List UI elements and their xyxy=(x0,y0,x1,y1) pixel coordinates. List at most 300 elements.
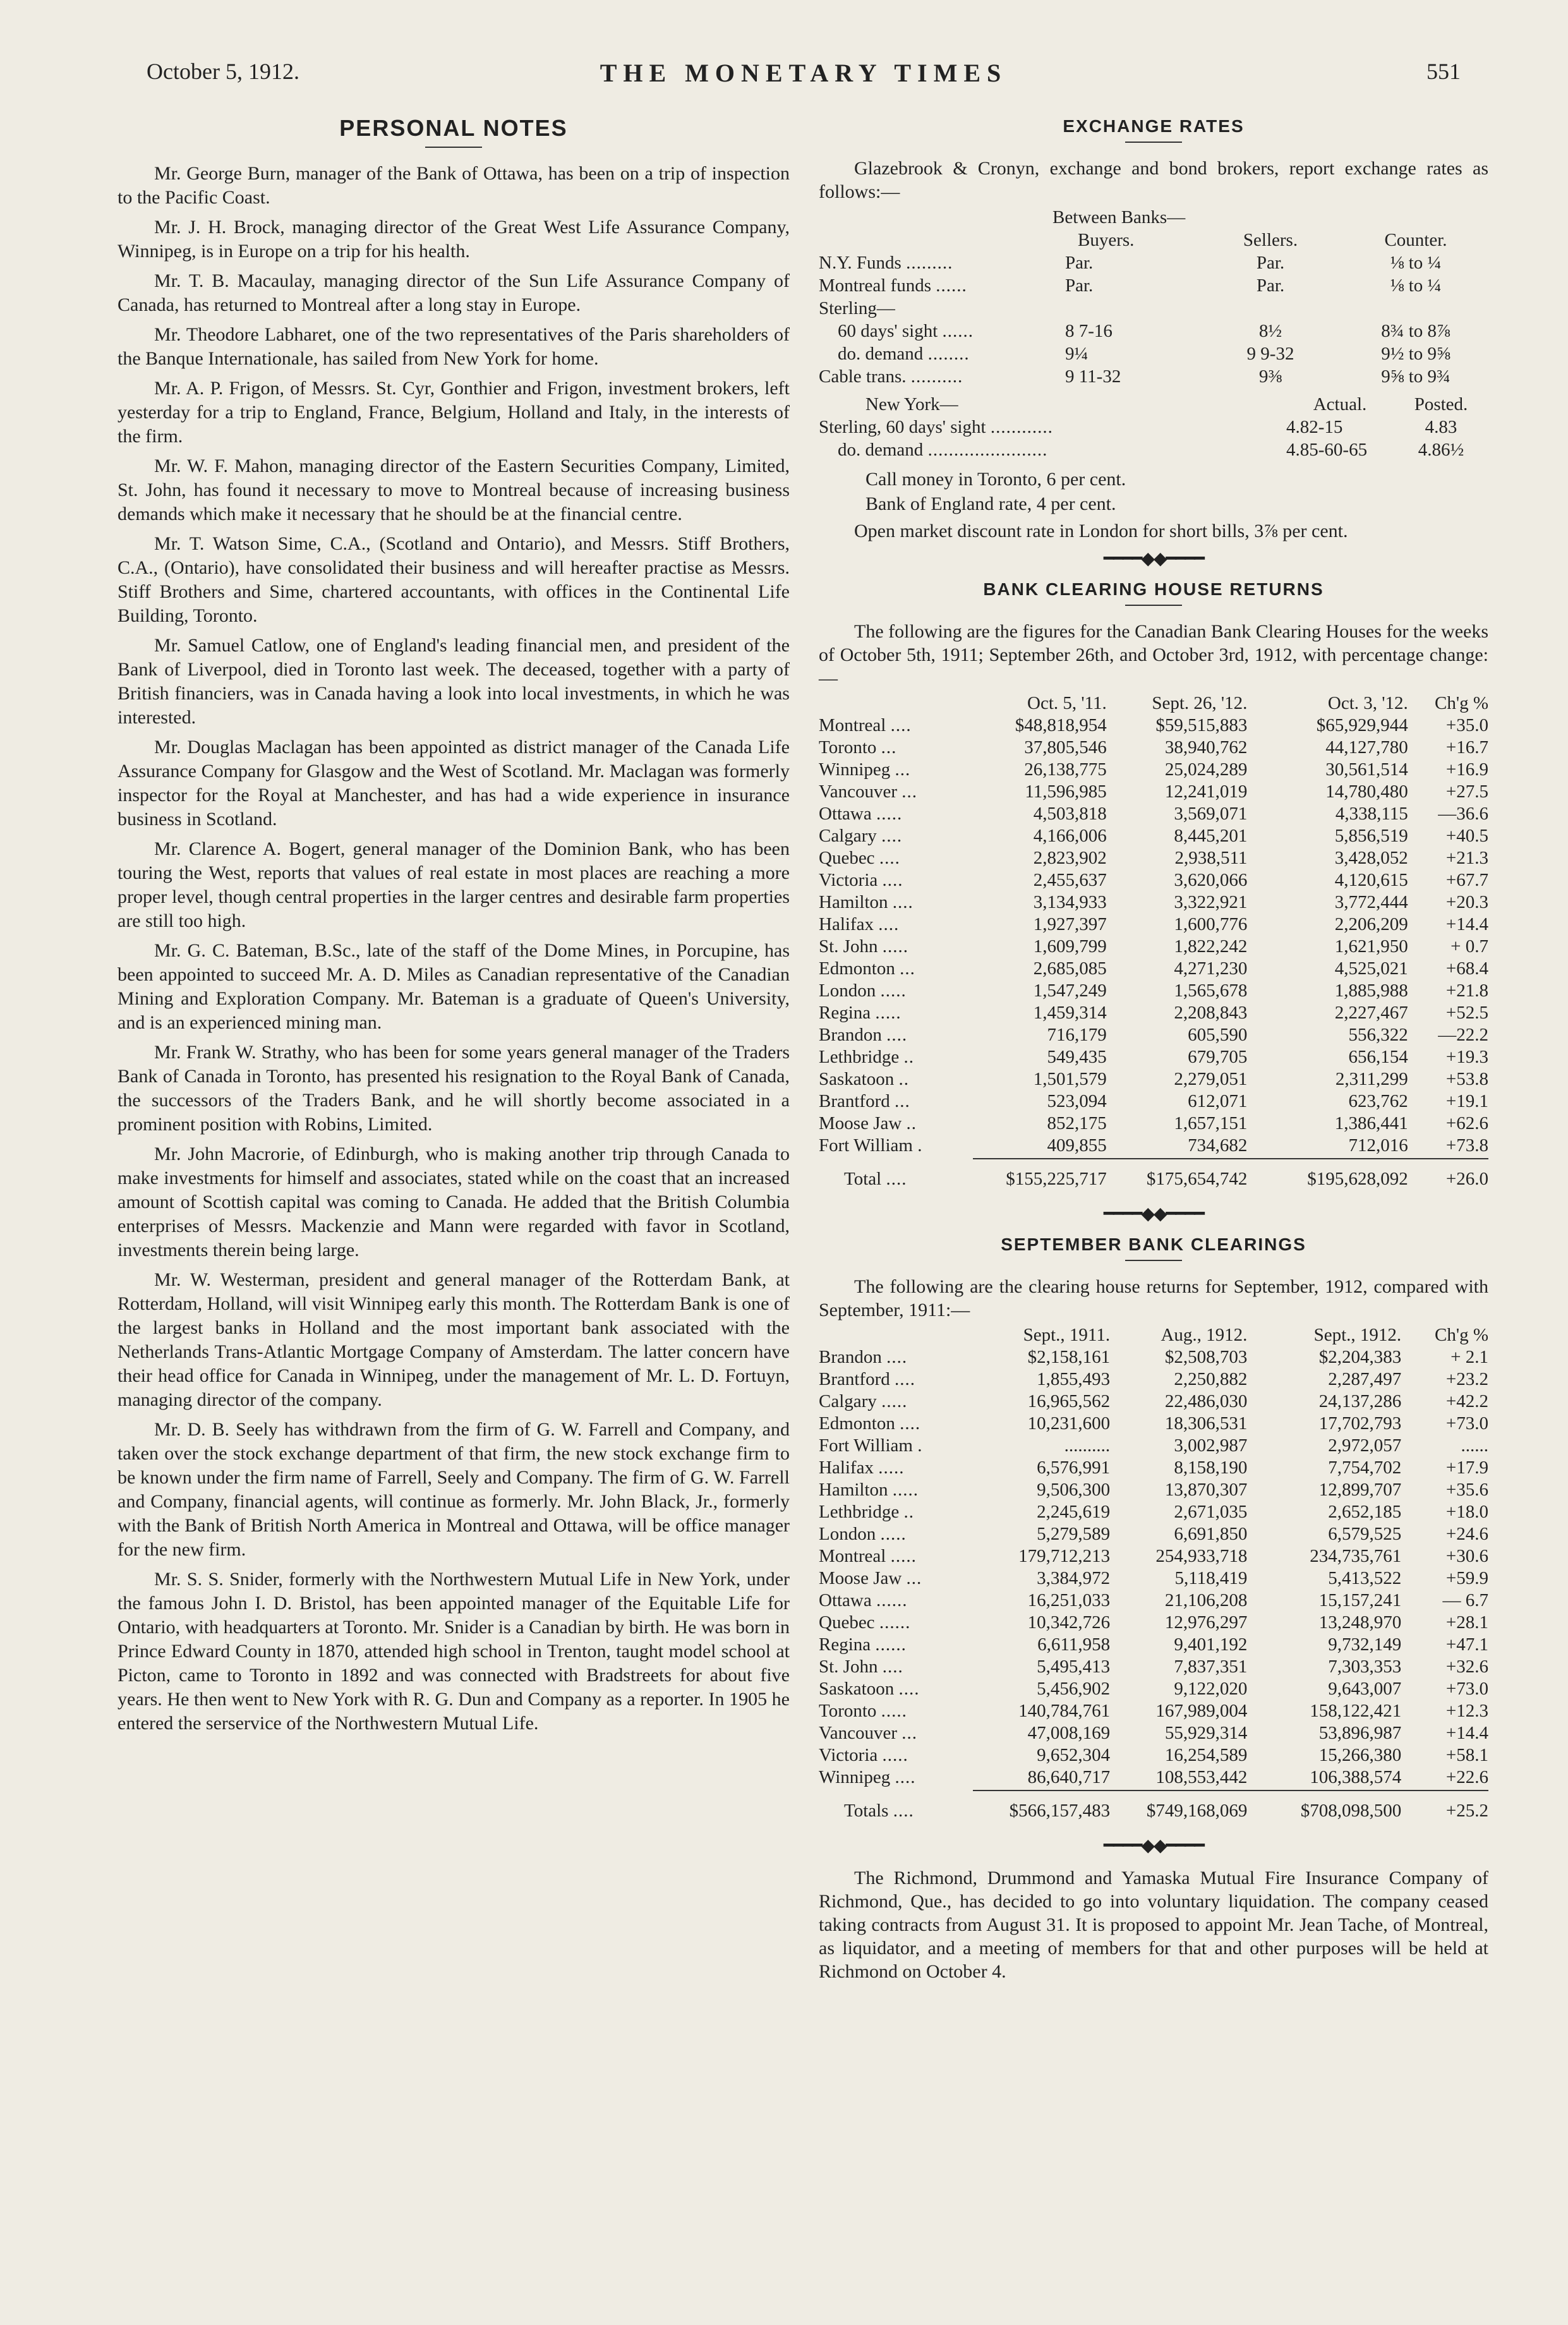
city-cell: Brantford .... xyxy=(819,1369,915,1389)
value-cell: 7,754,702 xyxy=(1328,1458,1402,1478)
open-market-note: Open market discount rate in London for short bills, 3⅞ per cent. xyxy=(854,521,1348,541)
note-paragraph: Mr. T. B. Macaulay, managing director of the Sun Life Assurance Company of Canada, has returned to Montreal after a long stay in Europe. xyxy=(118,270,790,315)
value-cell: 1,547,249 xyxy=(1033,981,1107,1001)
change-cell: +59.9 xyxy=(1445,1568,1488,1588)
city-cell: Hamilton .... xyxy=(819,892,914,912)
value-cell: 7,837,351 xyxy=(1174,1657,1248,1677)
change-cell: +42.2 xyxy=(1445,1391,1488,1411)
note-paragraph: Mr. S. S. Snider, formerly with the Northwestern Mutual Life in New York, under the famous John I. D. Bristol, has been appointed manager of the Equitable Life for Ontario, with headquarters at Toronto. Mr. Snider is a Canadian by birth. He was born in Prince Edward County in 1870, attended high school in Trenton, taught model school at Picton, came to Toronto in 1892 and was connected with Bradstreets for about five years. He then went to New York with R. G. Dun and Company as a reporter. In 1905 he entered the serservice of the Northwestern Mutual Life. xyxy=(118,1569,790,1734)
city-cell: Regina ..... xyxy=(819,1003,902,1023)
change-cell: +18.0 xyxy=(1445,1502,1488,1522)
ornament-divider: ━━━━◆◆━━━━ xyxy=(1104,1836,1203,1856)
change-cell: +16.9 xyxy=(1445,759,1488,780)
city-cell: Ottawa ...... xyxy=(819,1590,908,1610)
note-paragraph: Mr. George Burn, manager of the Bank of Ottawa, has been on a trip of inspection to the Pacific Coast. xyxy=(118,163,790,208)
value-cell: 4,166,006 xyxy=(1033,826,1107,846)
city-cell: Brandon .... xyxy=(819,1025,908,1045)
value-cell: 2,685,085 xyxy=(1033,958,1107,979)
value-cell: 5,495,413 xyxy=(1037,1657,1111,1677)
change-cell: +67.7 xyxy=(1445,870,1488,890)
value-cell: 4,120,615 xyxy=(1334,870,1408,890)
value-cell: 179,712,213 xyxy=(1018,1546,1111,1566)
value-cell: 2,972,057 xyxy=(1328,1435,1402,1456)
table-row xyxy=(819,1678,1488,1700)
note-paragraph: Mr. Theodore Labharet, one of the two representatives of the Paris shareholders of the Banque Internationale, has sailed from New York for home. xyxy=(118,324,790,369)
col-counter: Counter. xyxy=(1384,230,1447,250)
table-row xyxy=(819,715,1488,737)
september-header-row: Sept., 1911. Aug., 1912. Sept., 1912. Ch'g % xyxy=(1023,1325,1488,1345)
change-cell: +47.1 xyxy=(1445,1634,1488,1655)
value-cell: 37,805,546 xyxy=(1024,737,1107,758)
value-cell: 12,976,297 xyxy=(1164,1612,1248,1633)
value-cell: 14,780,480 xyxy=(1325,782,1408,802)
value-cell: 9,401,192 xyxy=(1174,1634,1248,1655)
city-cell: Halifax ..... xyxy=(819,1458,905,1478)
value-cell: 3,620,066 xyxy=(1174,870,1248,890)
value-cell: 716,179 xyxy=(1047,1025,1107,1045)
table-row xyxy=(819,1024,1488,1046)
value-cell: 15,266,380 xyxy=(1318,1745,1402,1765)
change-cell: +19.1 xyxy=(1445,1091,1488,1111)
city-cell: Moose Jaw ... xyxy=(819,1568,922,1588)
change-cell: +35.6 xyxy=(1445,1480,1488,1500)
value-cell: 254,933,718 xyxy=(1155,1546,1248,1566)
value-cell: 6,691,850 xyxy=(1174,1524,1248,1544)
ornament-divider: ━━━━◆◆━━━━ xyxy=(1104,1204,1203,1224)
value-cell: 1,822,242 xyxy=(1174,936,1248,957)
value-cell: 15,157,241 xyxy=(1318,1590,1402,1610)
change-cell: +68.4 xyxy=(1445,958,1488,979)
value-cell: 1,386,441 xyxy=(1334,1113,1408,1133)
value-cell: 712,016 xyxy=(1348,1135,1408,1156)
city-cell: St. John .... xyxy=(819,1657,903,1677)
value-cell: 13,248,970 xyxy=(1318,1612,1402,1633)
change-cell: +21.3 xyxy=(1445,848,1488,868)
september-table xyxy=(819,1324,1488,1346)
exchange-table xyxy=(819,206,1488,388)
sterling-label: Sterling— xyxy=(819,298,895,318)
table-row xyxy=(819,759,1488,781)
city-cell: Toronto ... xyxy=(819,737,897,758)
change-cell: +21.8 xyxy=(1445,981,1488,1001)
value-cell: 12,899,707 xyxy=(1318,1480,1402,1500)
page-number: 551 xyxy=(1426,59,1461,84)
change-cell: —36.6 xyxy=(1438,804,1488,824)
value-cell: $48,818,954 xyxy=(1015,715,1107,735)
change-cell: +14.4 xyxy=(1445,914,1488,934)
table-row xyxy=(819,1656,1488,1678)
value-cell: 12,241,019 xyxy=(1164,782,1248,802)
value-cell: 38,940,762 xyxy=(1164,737,1248,758)
city-cell: Lethbridge .. xyxy=(819,1502,914,1522)
table-row: do. demand ........ 9¼ 9 9-32 9½ to 9⅝ xyxy=(838,344,1450,364)
table-row xyxy=(819,980,1488,1002)
title-rule xyxy=(425,147,482,148)
col-sellers: Sellers. xyxy=(1243,230,1298,250)
exchange-rates-title: EXCHANGE RATES xyxy=(1063,116,1245,136)
value-cell: 5,413,522 xyxy=(1328,1568,1402,1588)
new-york-label: New York— xyxy=(865,394,958,414)
exchange-intro: Glazebrook & Cronyn, exchange and bond brokers, report exchange rates as follows:— xyxy=(819,158,1488,202)
table-row xyxy=(819,1090,1488,1113)
col-posted: Posted. xyxy=(1414,394,1468,414)
value-cell: 612,071 xyxy=(1188,1091,1248,1111)
change-cell: +22.6 xyxy=(1445,1767,1488,1787)
value-cell: 523,094 xyxy=(1047,1091,1107,1111)
value-cell: 3,428,052 xyxy=(1334,848,1408,868)
note-paragraph: Mr. Samuel Catlow, one of England's leading financial men, and president of the Bank of Liverpool, died in Toronto last week. The deceased, together with a party of British financiers, was in Canada having a look into local investments, in which he was interested. xyxy=(118,635,790,728)
city-cell: Edmonton .... xyxy=(819,1413,921,1434)
table-row xyxy=(819,1435,1488,1457)
city-cell: Victoria .... xyxy=(819,870,903,890)
city-cell: Vancouver ... xyxy=(819,782,918,802)
table-row xyxy=(819,781,1488,803)
table-row xyxy=(819,1046,1488,1068)
change-cell: + 2.1 xyxy=(1450,1347,1488,1367)
city-cell: Ottawa ..... xyxy=(819,804,903,824)
value-cell: 106,388,574 xyxy=(1310,1767,1402,1787)
table-row xyxy=(819,1002,1488,1024)
note-paragraph: Mr. D. B. Seely has withdrawn from the firm of G. W. Farrell and Company, and taken over the stock exchange department of that firm, the new stock exchange firm to be known under the firm name of Farrell, Seely and Company. The firm of G. W. Farrell and Company, financial agents, will continue as formerly. Mr. John Black, Jr., formerly with the Bank of British North America in Montreal and Ottawa, will be office manager for the new firm. xyxy=(118,1419,790,1560)
table-row xyxy=(819,936,1488,958)
value-cell: 13,870,307 xyxy=(1164,1480,1248,1500)
value-cell: 86,640,717 xyxy=(1027,1767,1111,1787)
value-cell: 1,621,950 xyxy=(1334,936,1408,957)
value-cell: 10,342,726 xyxy=(1027,1612,1111,1633)
note-paragraph: Mr. A. P. Frigon, of Messrs. St. Cyr, Gonthier and Frigon, investment brokers, left yesterday for a trip to England, France, Belgium, Holland and Italy, in the interests of the firm. xyxy=(118,378,790,447)
value-cell: 24,137,286 xyxy=(1318,1391,1402,1411)
change-cell: +53.8 xyxy=(1445,1069,1488,1089)
note-paragraph: Mr. W. Westerman, president and general manager of the Rotterdam Bank, at Rotterdam, Holland, will visit Winnipeg early this month. The Rotterdam Bank is one of the largest banks in Holland and the most important bank associated with the Netherlands Trans-Atlantic Mortgage Company of Amsterdam. The latter concern have their head office for Canada in Winnipeg, under the management of Mr. L. D. Fortuyn, managing director of the company. xyxy=(118,1269,790,1410)
city-cell: Saskatoon .. xyxy=(819,1069,909,1089)
city-cell: Moose Jaw .. xyxy=(819,1113,917,1133)
city-cell: Hamilton ..... xyxy=(819,1480,919,1500)
table-row xyxy=(819,1346,1488,1368)
value-cell: 1,565,678 xyxy=(1174,981,1248,1001)
september-rows xyxy=(819,1346,1488,1822)
change-cell: +32.6 xyxy=(1445,1657,1488,1677)
change-cell: + 0.7 xyxy=(1450,936,1488,957)
change-cell: +27.5 xyxy=(1445,782,1488,802)
city-cell: St. John ..... xyxy=(819,936,908,957)
value-cell: 2,208,843 xyxy=(1174,1003,1248,1023)
value-cell: 9,122,020 xyxy=(1174,1679,1248,1699)
value-cell: 9,652,304 xyxy=(1037,1745,1111,1765)
change-cell: +23.2 xyxy=(1445,1369,1488,1389)
table-row xyxy=(819,1135,1488,1157)
change-cell: +73.8 xyxy=(1445,1135,1488,1156)
value-cell: 3,134,933 xyxy=(1033,892,1107,912)
change-cell: +14.4 xyxy=(1445,1723,1488,1743)
call-money-note: Call money in Toronto, 6 per cent. xyxy=(865,469,1126,490)
value-cell: 17,702,793 xyxy=(1318,1413,1402,1434)
table-row: 60 days' sight ...... 8 7-16 8½ 8¾ to 8⅞ xyxy=(838,321,1450,341)
value-cell: 605,590 xyxy=(1188,1025,1248,1045)
value-cell: 1,459,314 xyxy=(1033,1003,1107,1023)
table-row xyxy=(819,737,1488,759)
city-cell: Edmonton ... xyxy=(819,958,915,979)
clearing-header-row: Oct. 5, '11. Sept. 26, '12. Oct. 3, '12. Ch'g % xyxy=(1027,693,1488,713)
col-actual: Actual. xyxy=(1313,394,1367,414)
publication-title: THE MONETARY TIMES xyxy=(600,59,1008,87)
value-cell: 4,271,230 xyxy=(1174,958,1248,979)
note-paragraph: Mr. Douglas Maclagan has been appointed as district manager of the Canada Life Assurance Company for Glasgow and the West of Scotland. Mr. Maclagan was formerly inspector for the Royal at Manchester, and has had a wide experience in insurance business in Scotland. xyxy=(118,737,790,830)
value-cell: 21,106,208 xyxy=(1164,1590,1248,1610)
value-cell: 22,486,030 xyxy=(1164,1391,1248,1411)
clearing-title: BANK CLEARING HOUSE RETURNS xyxy=(983,579,1324,599)
change-cell: +17.9 xyxy=(1445,1458,1488,1478)
table-row xyxy=(819,1744,1488,1766)
value-cell: 2,245,619 xyxy=(1037,1502,1111,1522)
table-row xyxy=(819,1368,1488,1391)
value-cell: $59,515,883 xyxy=(1155,715,1248,735)
change-cell: +20.3 xyxy=(1445,892,1488,912)
table-row xyxy=(819,1413,1488,1435)
value-cell: 2,206,209 xyxy=(1334,914,1408,934)
value-cell: 2,311,299 xyxy=(1335,1069,1408,1089)
value-cell: 852,175 xyxy=(1047,1113,1107,1133)
change-cell: +73.0 xyxy=(1445,1679,1488,1699)
city-cell: Winnipeg ... xyxy=(819,759,911,780)
value-cell: 7,303,353 xyxy=(1328,1657,1402,1677)
city-cell: Brantford ... xyxy=(819,1091,910,1111)
city-cell: Halifax .... xyxy=(819,914,900,934)
title-rule xyxy=(1125,605,1182,606)
city-cell: Saskatoon .... xyxy=(819,1679,920,1699)
value-cell: 5,279,589 xyxy=(1037,1524,1111,1544)
issue-date: October 5, 1912. xyxy=(147,59,299,84)
value-cell: 3,002,987 xyxy=(1174,1435,1248,1456)
value-cell: 556,322 xyxy=(1348,1025,1408,1045)
change-cell: +52.5 xyxy=(1445,1003,1488,1023)
city-cell: Regina ...... xyxy=(819,1634,907,1655)
table-row xyxy=(819,1700,1488,1722)
value-cell: 1,927,397 xyxy=(1033,914,1107,934)
september-intro: The following are the clearing house returns for September, 1912, compared with September, 1911:— xyxy=(819,1276,1488,1320)
value-cell: 55,929,314 xyxy=(1164,1723,1248,1743)
change-cell: +35.0 xyxy=(1445,715,1488,735)
value-cell: 25,024,289 xyxy=(1164,759,1248,780)
value-cell: 623,762 xyxy=(1348,1091,1408,1111)
value-cell: 3,384,972 xyxy=(1037,1568,1111,1588)
value-cell: 409,855 xyxy=(1047,1135,1107,1156)
value-cell: 9,506,300 xyxy=(1037,1480,1111,1500)
city-cell: London ..... xyxy=(819,981,907,1001)
value-cell: $65,929,944 xyxy=(1316,715,1408,735)
note-paragraph: Mr. Frank W. Strathy, who has been for some years general manager of the Traders Bank of Canada in Toronto, has presented his resignation to the Royal Bank of Canada, the successors of the Traders Bank, and he will shortly become associated in a prominent position with Robins, Limited. xyxy=(118,1042,790,1135)
value-cell: 679,705 xyxy=(1188,1047,1248,1067)
value-cell: 6,576,991 xyxy=(1037,1458,1111,1478)
note-paragraph: Mr. J. H. Brock, managing director of the Great West Life Assurance Company, Winnipeg, is in Europe on a trip for his health. xyxy=(118,217,790,262)
clearing-intro: The following are the figures for the Canadian Bank Clearing Houses for the weeks of October 5th, 1911; September 26th, and October 3rd, 1912, with percentage change:— xyxy=(819,621,1488,689)
change-cell: +62.6 xyxy=(1445,1113,1488,1133)
value-cell: $2,158,161 xyxy=(1027,1347,1111,1367)
change-cell: +73.0 xyxy=(1445,1413,1488,1434)
value-cell: 2,671,035 xyxy=(1174,1502,1248,1522)
change-cell: +16.7 xyxy=(1445,737,1488,758)
table-row: Montreal funds ...... Par. Par. ⅛ to ¼ xyxy=(819,275,1442,296)
value-cell: $2,508,703 xyxy=(1164,1347,1248,1367)
total-row: Total .... $155,225,717 $175,654,742 $195,628,092 +26.0 xyxy=(844,1168,1488,1189)
change-cell: +40.5 xyxy=(1445,826,1488,846)
value-cell: 3,772,444 xyxy=(1334,892,1408,912)
value-cell: 3,322,921 xyxy=(1174,892,1248,912)
value-cell: 11,596,985 xyxy=(1025,782,1107,802)
city-cell: Victoria ..... xyxy=(819,1745,908,1765)
value-cell: 4,503,818 xyxy=(1033,804,1107,824)
table-row xyxy=(819,914,1488,936)
bank-rate-note: Bank of England rate, 4 per cent. xyxy=(865,493,1116,514)
personal-notes-title: PERSONAL NOTES xyxy=(339,115,568,141)
change-cell: +58.1 xyxy=(1445,1745,1488,1765)
table-row xyxy=(819,891,1488,914)
table-row xyxy=(819,1545,1488,1567)
value-cell: 656,154 xyxy=(1348,1047,1408,1067)
right-column xyxy=(819,107,1488,1987)
city-cell: Fort William . xyxy=(819,1135,923,1156)
value-cell: 108,553,442 xyxy=(1155,1767,1248,1787)
value-cell: 18,306,531 xyxy=(1164,1413,1248,1434)
table-row xyxy=(819,847,1488,869)
value-cell: 53,896,987 xyxy=(1318,1723,1402,1743)
value-cell: 4,338,115 xyxy=(1335,804,1408,824)
new-york-table xyxy=(819,393,1488,461)
city-cell: Winnipeg .... xyxy=(819,1767,916,1787)
value-cell: .......... xyxy=(1064,1435,1111,1456)
table-row: Sterling, 60 days' sight ............ 4.82-15 4.83 xyxy=(819,417,1457,437)
table-row xyxy=(819,1612,1488,1634)
ornament-divider: ━━━━◆◆━━━━ xyxy=(1104,549,1203,569)
change-cell: +12.3 xyxy=(1445,1701,1488,1721)
value-cell: 6,579,525 xyxy=(1328,1524,1402,1544)
table-row xyxy=(819,1479,1488,1501)
value-cell: 1,501,579 xyxy=(1033,1069,1107,1089)
value-cell: 16,965,562 xyxy=(1027,1391,1111,1411)
value-cell: 8,158,190 xyxy=(1174,1458,1248,1478)
value-cell: 2,279,051 xyxy=(1174,1069,1248,1089)
change-cell: +30.6 xyxy=(1445,1546,1488,1566)
title-rule xyxy=(1125,142,1182,143)
change-cell: +24.6 xyxy=(1445,1524,1488,1544)
value-cell: 30,561,514 xyxy=(1325,759,1408,780)
value-cell: 16,251,033 xyxy=(1027,1590,1111,1610)
value-cell: 26,138,775 xyxy=(1024,759,1107,780)
table-row xyxy=(819,803,1488,825)
richmond-paragraph: The Richmond, Drummond and Yamaska Mutual Fire Insurance Company of Richmond, Que., has decided to go into voluntary liquidation. The company ceased taking contracts from August 31. It is proposed to appoint Mr. Jean Tache, of Montreal, as liquidator, and a meeting of members for that and other purposes will be held at Richmond on October 4. xyxy=(819,1868,1488,1982)
september-title: SEPTEMBER BANK CLEARINGS xyxy=(1001,1235,1306,1254)
total-row: Totals .... $566,157,483 $749,168,069 $708,098,500 +25.2 xyxy=(844,1800,1488,1821)
change-cell: — 6.7 xyxy=(1442,1590,1488,1610)
value-cell: 158,122,421 xyxy=(1310,1701,1402,1721)
value-cell: 44,127,780 xyxy=(1325,737,1408,758)
value-cell: 4,525,021 xyxy=(1334,958,1408,979)
table-row xyxy=(819,1068,1488,1090)
note-paragraph: Mr. W. F. Mahon, managing director of the Eastern Securities Company, Limited, St. John, has found it necessary to move to Montreal because of increasing business demands which make it necessary that he should be at the financial centre. xyxy=(118,456,790,524)
value-cell: 167,989,004 xyxy=(1155,1701,1248,1721)
table-row xyxy=(819,958,1488,980)
value-cell: 140,784,761 xyxy=(1018,1701,1111,1721)
table-row xyxy=(819,1634,1488,1656)
note-paragraph: Mr. T. Watson Sime, C.A., (Scotland and Ontario), and Messrs. Stiff Brothers, C.A., (Ontario), have consolidated their business and will hereafter practise as Messrs. Stiff Brothers and Sime, chartered accountants, with offices in the Continental Life Building, Toronto. xyxy=(118,533,790,626)
city-cell: Brandon .... xyxy=(819,1347,908,1367)
table-row xyxy=(819,1590,1488,1612)
value-cell: 5,456,902 xyxy=(1037,1679,1111,1699)
value-cell: 1,855,493 xyxy=(1037,1369,1111,1389)
table-row: Cable trans. .......... 9 11-32 9⅜ 9⅝ to 9¾ xyxy=(819,366,1450,387)
value-cell: 2,227,467 xyxy=(1334,1003,1408,1023)
table-row xyxy=(819,1523,1488,1545)
title-rule xyxy=(1125,1260,1182,1261)
value-cell: 1,609,799 xyxy=(1033,936,1107,957)
left-column xyxy=(118,107,790,1741)
city-cell: Quebec ...... xyxy=(819,1612,911,1633)
table-row: N.Y. Funds ......... Par. Par. ⅛ to ¼ xyxy=(819,253,1442,273)
table-row xyxy=(819,1457,1488,1479)
value-cell: 734,682 xyxy=(1188,1135,1248,1156)
change-cell: +19.3 xyxy=(1445,1047,1488,1067)
table-row xyxy=(819,1113,1488,1135)
value-cell: 2,652,185 xyxy=(1328,1502,1402,1522)
value-cell: 2,455,637 xyxy=(1033,870,1107,890)
between-banks-label: Between Banks— xyxy=(1052,207,1186,227)
value-cell: 1,657,151 xyxy=(1174,1113,1248,1133)
table-row xyxy=(819,825,1488,847)
value-cell: 10,231,600 xyxy=(1027,1413,1111,1434)
table-row xyxy=(819,1501,1488,1523)
value-cell: 2,938,511 xyxy=(1174,848,1248,868)
value-cell: 9,732,149 xyxy=(1328,1634,1402,1655)
city-cell: Calgary ..... xyxy=(819,1391,908,1411)
note-paragraph: Mr. G. C. Bateman, B.Sc., late of the staff of the Dome Mines, in Porcupine, has been appointed to succeed Mr. A. D. Miles as Canadian representative of the Canadian Mining and Exploration Company. Mr. Bateman is a graduate of Queen's University, and is an experienced mining man. xyxy=(118,940,790,1033)
value-cell: 5,118,419 xyxy=(1174,1568,1248,1588)
note-paragraph: Mr. John Macrorie, of Edinburgh, who is making another trip through Canada to make investments for himself and associates, stated while on the coast that an increased amount of Scottish capital was coming to Canada. He added that the British Columbia enterprises of Messrs. Mackenzie and Mann were regarded with favor in Scotland, investments therein being large. xyxy=(118,1144,790,1260)
city-cell: Toronto ..... xyxy=(819,1701,907,1721)
city-cell: Montreal .... xyxy=(819,715,912,735)
change-cell: ...... xyxy=(1461,1435,1488,1456)
table-row xyxy=(819,1567,1488,1590)
city-cell: London ..... xyxy=(819,1524,907,1544)
col-buyers: Buyers. xyxy=(1078,230,1135,250)
table-row: do. demand ....................... 4.85-60-65 4.86½ xyxy=(838,440,1464,460)
change-cell: —22.2 xyxy=(1438,1025,1488,1045)
value-cell: 3,569,071 xyxy=(1174,804,1248,824)
table-row xyxy=(819,869,1488,891)
city-cell: Montreal ..... xyxy=(819,1546,917,1566)
value-cell: 1,600,776 xyxy=(1174,914,1248,934)
value-cell: $2,204,383 xyxy=(1318,1347,1402,1367)
clearing-table xyxy=(819,692,1488,715)
note-paragraph: Mr. Clarence A. Bogert, general manager of the Dominion Bank, who has been touring the West, reports that values of real estate in most places are reaching a more proper level, though central properties in the larger centres and desirable farm properties are still too high. xyxy=(118,838,790,931)
value-cell: 2,250,882 xyxy=(1174,1369,1248,1389)
value-cell: 9,643,007 xyxy=(1328,1679,1402,1699)
value-cell: 6,611,958 xyxy=(1037,1634,1111,1655)
city-cell: Vancouver ... xyxy=(819,1723,918,1743)
value-cell: 549,435 xyxy=(1047,1047,1107,1067)
city-cell: Calgary .... xyxy=(819,826,903,846)
city-cell: Fort William . xyxy=(819,1435,923,1456)
table-row xyxy=(819,1391,1488,1413)
value-cell: 5,856,519 xyxy=(1334,826,1408,846)
value-cell: 16,254,589 xyxy=(1164,1745,1248,1765)
value-cell: 1,885,988 xyxy=(1334,981,1408,1001)
value-cell: 2,287,497 xyxy=(1328,1369,1402,1389)
table-row xyxy=(819,1766,1488,1789)
value-cell: 234,735,761 xyxy=(1310,1546,1402,1566)
personal-notes xyxy=(118,162,790,1736)
value-cell: 47,008,169 xyxy=(1027,1723,1111,1743)
value-cell: 2,823,902 xyxy=(1033,848,1107,868)
change-cell: +28.1 xyxy=(1445,1612,1488,1633)
